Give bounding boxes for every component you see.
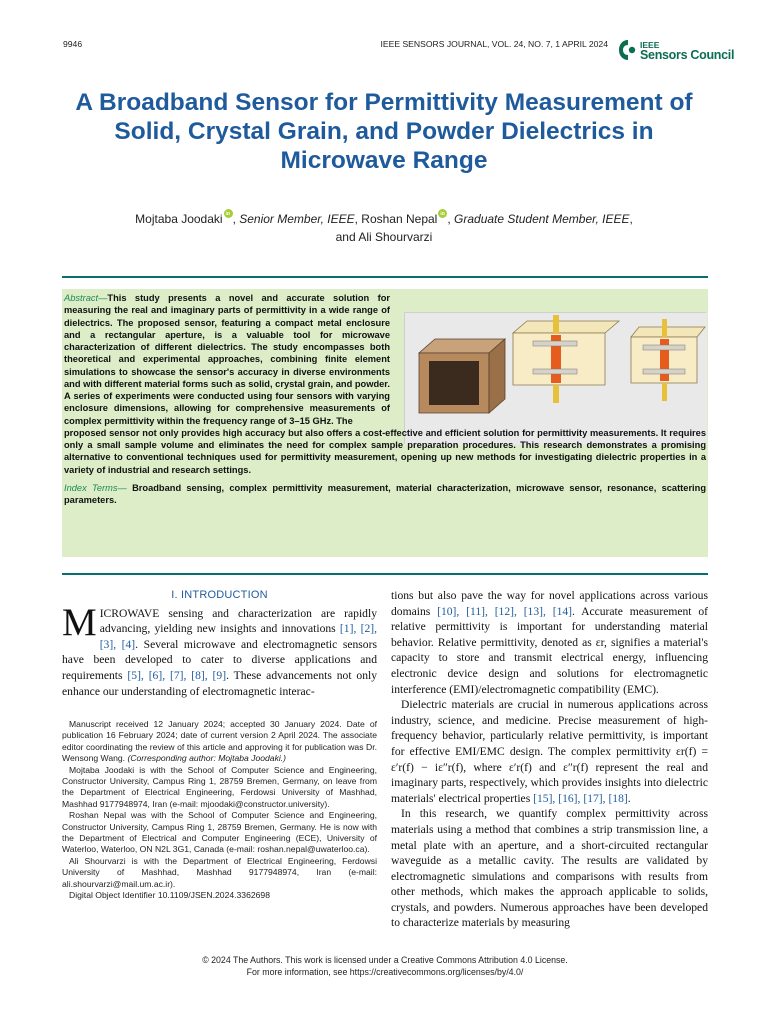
body-paragraph: Dielectric materials are crucial in numerous applications across industry, science, and medicine. Precise measurement of high-frequency behavior, particularly relative permittivity, is important for effective EMI/EMC design. The complex permittivity εr(f) = ε′r(f) − iε″r(f), where ε′r(f) and ε″r(f) represent the real and imaginary parts, respectively, which provides insights into dielectric materials' electrical properties [15], [16], [17], [18].	[391, 698, 708, 805]
orcid-icon[interactable]	[438, 209, 447, 218]
author-list: Mojtaba JoodakiiD , Senior Member, IEEE, Roshan NepaliD , Graduate Student Member, IEEE, and Ali Shourvarzi	[60, 209, 708, 246]
license-footer	[62, 955, 708, 978]
orcid-icon[interactable]	[224, 209, 233, 218]
citation-link[interactable]: [1], [2], [3], [4]	[99, 622, 377, 651]
body-paragraph: tions but also pave the way for novel applications across various domains [10], [11], [12], [13], [14]. Accurate measurement of relative permittivity is important for understanding material behavior. Relative permittivity, denoted as εr, signifies a material's capacity to store and transmit electrical energy, influencing electronic device design and solutions for electromagnetic interference (EMI)/electromagnetic compatibility (EMC).	[391, 589, 708, 696]
license-link[interactable]: For more information, see https://creativecommons.org/licenses/by/4.0/	[246, 966, 524, 977]
author-name: Roshan Nepal	[361, 212, 438, 226]
footnote-doi: Digital Object Identifier 10.1109/JSEN.2024.3362698	[69, 890, 270, 901]
citation-link[interactable]: [15], [16], [17], [18]	[533, 791, 628, 805]
right-column	[391, 588, 708, 931]
index-terms: Index Terms— Broadband sensing, complex permittivity measurement, material characterization, microwave sensor, resonance, scattering parameters.	[64, 482, 706, 505]
index-terms-label: Index Terms	[64, 482, 118, 493]
intro-paragraph: MICROWAVE sensing and characterization are rapidly advancing, yielding new insights and innovations [1], [2], [3], [4]. Several microwave and electromagnetic sensors have been developed to cater to diverse applications and requirements [5], [6], [7], [8], [9]. These advancements not only enhance our understanding of electromagnetic interac-	[62, 600, 378, 698]
abstract-label: Abstract	[64, 293, 99, 303]
abstract-text-part2: proposed sensor not only provides high accuracy but also offers a cost-effective and efficient solution for permittivity measurements. It requires only a small sample volume and eliminates the need for complex sample preparation procedures. This research demonstrates a promising alternative to conventional techniques used for permittivity measurement, opening up new methods for investigating dielectric properties in a variety of industrial and research settings.	[64, 427, 706, 475]
journal-citation: IEEE SENSORS JOURNAL, VOL. 24, NO. 7, 1 APRIL 2024	[380, 39, 608, 49]
author-role: Senior Member, IEEE	[239, 212, 355, 226]
footnote	[62, 719, 377, 902]
citation-link[interactable]: [5], [6], [7], [8], [9]	[127, 668, 227, 682]
page-number: 9946	[63, 39, 83, 49]
left-column	[62, 588, 377, 699]
body-paragraph: In this research, we quantify complex permittivity across materials using a method that combines a strip transmission line, a metal plate with an aperture, and a short-circuited rectangular waveguide as a metallic cavity. The results are validated by electromagnetic simulations and comparisons with results from other methods, which makes the approach applicable to solids, crystals, and powders. Numerous approaches have been developed to characterize materials by measuring	[391, 807, 708, 930]
license-text: © 2024 The Authors. This work is licensed under a Creative Commons Attribution 4.0 License.	[202, 955, 568, 965]
index-terms-body: Broadband sensing, complex permittivity measurement, material characterization, microwave sensor, resonance, scattering parameters.	[64, 482, 706, 505]
logo-text-council: Sensors Council	[640, 48, 735, 62]
author-role: Graduate Student Member, IEEE	[454, 212, 630, 226]
section-heading: I. INTRODUCTION	[171, 589, 268, 601]
author-name: and Ali Shourvarzi	[335, 230, 433, 244]
footnote-affiliation: Mojtaba Joodaki is with the School of Computer Science and Engineering, Constructor University, Campus Ring 1, 28759 Bremen, Germany, on leave from the Department of Electrical Engineering, Ferdowsi University of Mashhad, Mashhad 9177948974, Iran (e-mail: mjoodaki@constructor.university).	[62, 764, 377, 809]
divider	[62, 276, 708, 278]
paper-title: A Broadband Sensor for Permittivity Measurement of Solid, Crystal Grain, and Powder Dielectrics in Microwave Range	[75, 89, 693, 174]
ieee-sensors-council-logo	[618, 38, 734, 62]
footnote-affiliation: Ali Shourvarzi is with the Department of Electrical Engineering, Ferdowsi University of Mashhad, Mashhad 9177948974, Iran (e-mail: ali.shourvarzi@mail.um.ac.ir).	[62, 855, 377, 889]
abstract-body: This study presents a novel and accurate solution for measuring the real and imaginary parts of permittivity in a wide range of dielectrics. The proposed sensor, featuring a compact metal enclosure and a rectangular aperture, is a valuable tool for microwave characterization of different dielectrics. The study encompasses both theoretical and experimental approaches, combining finite element simulations to showcase the sensor's accuracy in diverse environments and with different material forms such as solid, crystal grain, and powder. A series of experiments were conducted using four sensors with varying enclosure dimensions, allowing for comprehensive measurements of complex permittivity within the frequency range of 3–15 GHz. The	[64, 293, 390, 426]
sensors-council-logo-icon	[618, 38, 638, 62]
author-name: Mojtaba Joodaki	[135, 212, 223, 226]
footnote-affiliation: Roshan Nepal was with the School of Computer Science and Engineering, Constructor University, Campus Ring 1, 28759 Bremen, Germany. He is now with the Department of Electrical and Computer Engineering (ECE), University of Waterloo, Waterloo, ON N2L 3G1, Canada (e-mail: roshan.nepal@uwaterloo.ca).	[62, 810, 377, 855]
divider	[62, 573, 708, 575]
abstract-text-part1: Abstract—This study presents a novel and accurate solution for measuring the real and imaginary parts of permittivity in a wide range of dielectrics. The proposed sensor, featuring a compact metal enclosure and a rectangular aperture, is a valuable tool for microwave characterization of different dielectrics. The study encompasses both theoretical and experimental approaches, combining finite element simulations to showcase the sensor's accuracy in diverse environments and with different material forms such as solid, crystal grain, and powder. A series of experiments were conducted using four sensors with varying enclosure dimensions, allowing for comprehensive measurements of complex permittivity within the frequency range of 3–15 GHz. The	[64, 293, 390, 426]
logo-text-ieee: IEEE	[640, 40, 660, 50]
citation-link[interactable]: [10], [11], [12], [13], [14]	[437, 604, 573, 618]
abstract	[64, 292, 706, 506]
drop-cap: M	[62, 600, 97, 644]
footnote-received: Manuscript received 12 January 2024; accepted 30 January 2024. Date of publication 16 February 2024; date of current version 2 April 2024. The associate editor coordinating the review of this article and approving it for publication was Dr. Wensong Wang. (Corresponding author: Mojtaba Joodaki.)	[62, 719, 377, 764]
